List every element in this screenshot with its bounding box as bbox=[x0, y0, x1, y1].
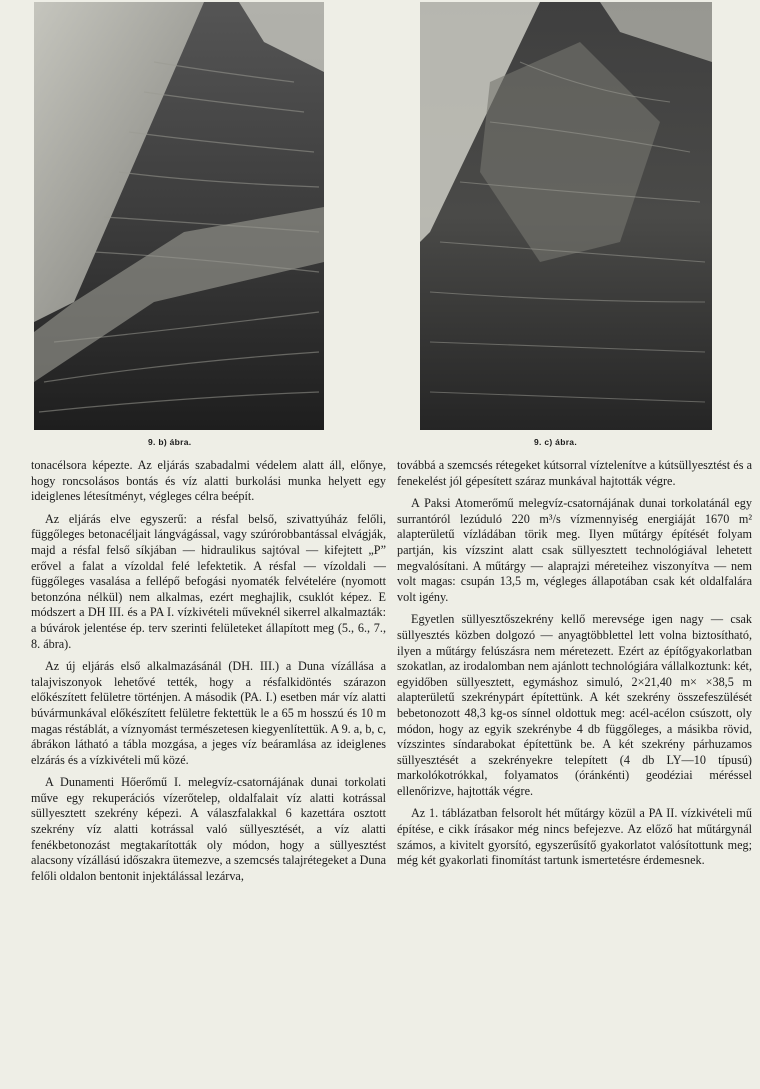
paragraph: Az új eljárás első alkalmazásánál (DH. III.) a Duna vízállása a talajviszonyok lehetővé tették, hogy a résfalkidöntés szárazon előkészített felületre történjen. A második (PA. I.) esetben már víz alatti búvármunkával előkészített felületre fektettük le a 65 m hosszú és 10 m magas réstáblát, a víznyomást természetesen kiegyenlítettük. A 9. a, b, c, ábrákon látható a tábla mozgása, a jeges víz beáramlása az ideiglenes elzárás és a vízkivételi mű közé. bbox=[31, 659, 386, 767]
figure-9c-photo bbox=[420, 2, 712, 430]
paragraph: továbbá a szemcsés rétegeket kútsorral víztelenítve a kútsüllyesztést és a fenekelést jól gépesített száraz munkával hajtották végre. bbox=[397, 458, 752, 488]
figure-9b-photo bbox=[34, 2, 324, 430]
paragraph: A Paksi Atomerőmű melegvíz-csatornájának dunai torkolatánál egy surrantóról lezúduló 220 m³/s vízmennyiség energiáját 1670 m² alapterületű vízládában törik meg. Ilyen műtárgy építését folyam partján, kis vízszint alatt csak süllyesztett technológiával lehetett megvalósítani. A műtárgy — alaprajzi méreteihez viszonyítva — nem volt magas: csupán 13,5 m, végleges állapotában csak két oldalfalára volt igény. bbox=[397, 496, 752, 604]
right-text-column bbox=[397, 458, 752, 876]
paragraph: A Dunamenti Hőerőmű I. melegvíz-csatornájának dunai torkolati műve egy rekuperációs vízerőtelep, oldalfalait víz alatti kotrással süllyesztett szekrény képezi. A válaszfalakkal 6 kazettára osztott szekrény víz alatti kotrással való süllyesztését, a víz alatti fenékbetonozást megtakarították oly módon, hogy a süllyesztést alacsony vízállású időszakra ütemezve, a szemcsés talajrétegeket a Duna felőli oldalon bentonit injektálással lezárva, bbox=[31, 775, 386, 883]
figure-9b-caption: 9. b) ábra. bbox=[148, 437, 192, 447]
paragraph: Az 1. táblázatban felsorolt hét műtárgy közül a PA II. vízkivételi mű építése, e cikk írásakor még nincs befejezve. Az előző hat műtárgynál számos, a kivitelt gyorsító, egyszerűsítő gyakorlatot valósítottunk meg; még két gyakorlati finomítást tartunk ismertetésre érdemesnek. bbox=[397, 806, 752, 868]
paragraph: tonacélsora képezte. Az eljárás szabadalmi védelem alatt áll, előnye, hogy roncsolásos bontás és víz alatti burkolási munka helyett egy ideiglenes létesítményt, végleges célra beépít. bbox=[31, 458, 386, 504]
paragraph: Az eljárás elve egyszerű: a résfal belső, szivattyúház felőli, függőleges betonacéljait lángvágással, vagy szúrórobbantással elvágják, majd a résfal felső síkjában — hidraulikus sajtóval — kifejtett „P” erővel a falat a vízoldal felé lefektetik. A résfal — vízoldali — függőleges vasalása a fellépő befogási nyomaték felvételére (nyomott betonzóna nélkül) nem alkalmas, ezért meghajlik, csuklót képez. E módszert a DH III. és a PA I. vízkivételi műveknél sikerrel alkalmazták: a búvárok jelentése ép. terv szerinti felületeket állapított meg (5., 6., 7., 8. ábra). bbox=[31, 511, 386, 651]
paragraph: Egyetlen süllyesztőszekrény kellő merevsége igen nagy — csak süllyesztés közben dolgozó — anyagtöbblettel lett volna biztosítható, ilyen a műtárgy felúszásra nem méretezett. Ezért az építőgyakorlatban szokatlan, az irodalomban nem ajánlott technológiára vállalkoztunk: két, egyidőben süllyesztett, egymáshoz simuló, 2×21,40 m× ×38,5 m alapterületű szekrénypárt építettünk. A két szekrény összefeszülését bebetonozott 48,3 kg-os sínnel oldottuk meg: acél-acélon csúszott, oly módon, hogy az egyik szekrénybe 4 db függőleges, a másikba rövid, vízszintes síndarabokat építettünk be. A két szekrény párhuzamos süllyesztését a szekrényekre telepített (4 db LY—10 típusú) markolókotrókkal, folyamatos (óránkénti) geodéziai méréssel ellenőrizve, hajtották végre. bbox=[397, 612, 752, 798]
figure-9c-caption: 9. c) ábra. bbox=[534, 437, 577, 447]
left-text-column bbox=[31, 458, 386, 891]
